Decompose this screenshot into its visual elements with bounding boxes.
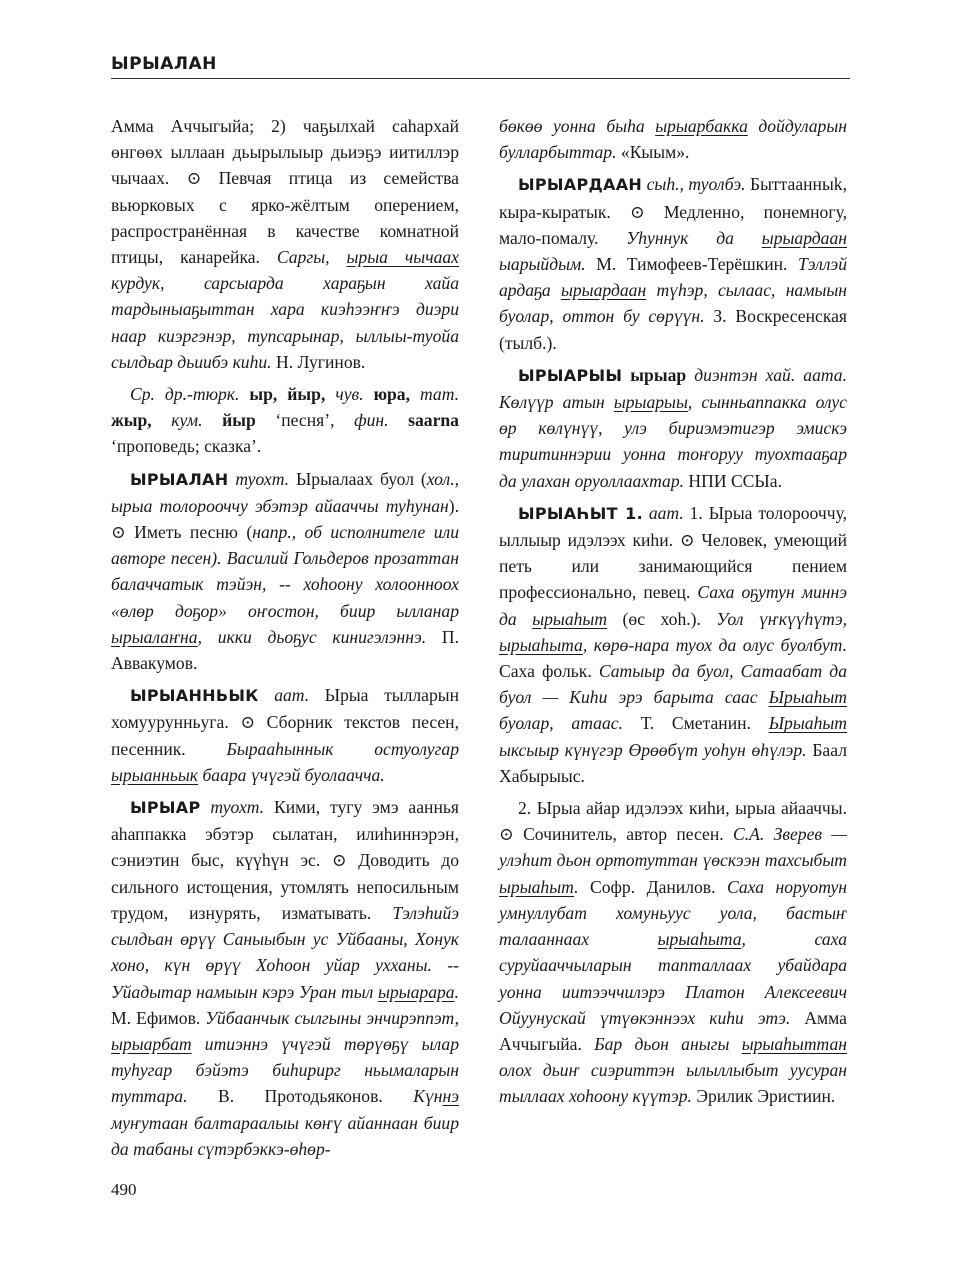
entry-continuation: Амма Аччыгыйа; 2) чаҕылхай саһархай өнгөөх ыллаан дьырылыыр дьиэҕэ иитиллэр чычаах. ⊙ Певчая птица из семейства вьюрковых с ярко-жёлтым оперением, распространённая в качестве комнатной птицы, канарейка. Саргы, ырыа чычаах курдук, сарсыарда хараҕын хайа тардыныаҕыттан хара киэһээҥҥэ диэри наар киэргэнэр, тупсарынар, ыллыы-туойа сылдьар дьиибэ киһи. Н. Лугинов. — [111, 116, 459, 372]
entry-sense: 2. Ырыа айар идэлээх киһи, ырыа айааччы. ⊙ Сочинитель, автор песен. С.А. Зверев — улэһит дьон ортотуттан үөскээн тахсыбыт ырыаһыт. Софр. Данилов. Саха норуотун умнуллубат хомуньуус уола, бастыҥ талааннаах ырыаһыта, саха суруйааччыларын тапталлаах убайдара уонна иитээччилэрэ Платон Алексеевич Ойуунускай үтүөкэннээх киһи этэ. Амма Аччыгыйа. Бар дьон аныгы ырыаһыттан олох дьиҥ сиэриттэн ылыллыбыт уусуран тыллаах хоһоону күүтэр. Эрилик Эристиин. — [499, 798, 847, 1107]
example-word: ырыаһыта — [657, 929, 742, 950]
example-word: ырыардаан — [560, 280, 647, 301]
example-word: ырыалаҥна — [111, 626, 198, 647]
example-word: ырыаһыт — [532, 608, 608, 629]
right-column — [499, 113, 847, 1116]
example-word: ырыа чычаах — [346, 247, 459, 268]
headword: ЫРЫАРЫЫ — [518, 365, 623, 385]
dictionary-entry: ЫРЫАРДААН сыһ., туолбэ. Быттаанныk, кыра-кыратык. ⊙ Медленно, понемногу, мало-помалу. Уһуннук да ырыардаан ыарыйдым. М. Тимофеев-Терёшкин. Тэллэй ардаҕа ырыардаан түһэр, сылаас, намыын буолар, оттон бу сөрүүн. З. Воскресенская (тылб.). — [499, 174, 848, 353]
dictionary-entry: ЫРЫАР туохт. Кими, тугу эмэ ааннья аһаппакка эбэтэр сылатан, илиһиннэрэн, сэниэтин быс, күүһүн эс. ⊙ Доводить до сильного истощения, утомлять непосильным трудом, изнурять, изматывать. Тэлэһийэ сылдьан өрүү Саныыбын ус Уйбааны, Хонук хоно, күн өрүү Хоһоон уйар ухханы. -- Уйадытар намыын кэрэ Уран тыл ырыарара. М. Ефимов. Уйбаанчык сылгыны энчирэппэт, ырыарбат итиэннэ үчүгэй төрүөҕү ылар туһугар бэйэтэ биһирирг ньымаларын туттара. В. Протодьяконов. Күннэ муҥутаан балтараалыы көҥү айаннаан биир да табаны сүтэрбэккэ-өһөр- — [111, 797, 459, 1159]
dictionary-entry: ЫРЫАҺЫТ 1. аат. 1. Ырыа толорооччу, ыллыыр идэлээх киһи. ⊙ Человек, умеющий петь или занимающийся пением профессионально, певец. Саха оҕутун миннэ да ырыаһыт (өс хоһ.). Уол үҥкүүһүтэ, ырыаһыта, көрө-нара туох да олус буолбут. Саха фольк. Сатыыр да буол, Сатаабат да буол — Киһи эрэ барыта саас Ырыаһыт буолар, атаас. Т. Сметанин. Ырыаһыт ыксыыр күнүгэр Өрөөбүт уоһун өһүлэр. Баал Хабырыыс. — [499, 502, 848, 786]
example-word: ырыардаан — [761, 227, 847, 248]
header-rule — [111, 78, 850, 79]
dictionary-entry: ЫРЫАЛАН туохт. Ырыалаах буол (хол., ырыа толорооччу эбэтэр айааччы туһунан). ⊙ Иметь песню (напр., об исполнителе или авторе песен). Василий Гольдеров прозаттан балаччатык тэйэн, -- хоһоону холоонноох «өлөр доҕор» оҥостон, биир ылланар ырыалаҥна, икки дьоҕус кинигэлэннэ. П. Аввакумов. — [111, 468, 459, 674]
etymology-note: Ср. др.-тюрк. ыр, йыр, чув. юра, тат. жыр, кум. йыр ‘песня’, фин. saarna ‘проповедь; сказка’. — [111, 384, 460, 457]
dictionary-entry: ЫРЫАРЫЫ ырыар диэнтэн хай. аата. Көлүүр атын ырыарыы, сынньаппакка олус өр көлүнүү, улэ бириэмэтигэр эмискэ тиритиннэрии уонна тоҥоруу туохтааҕар да улахан оруоллаахтар. НПИ ССЫа. — [499, 364, 847, 491]
headword: ЫРЫАЛАН — [130, 469, 229, 489]
example-word: ырыарбат — [111, 1033, 192, 1054]
example-word: ырыарара — [377, 981, 455, 1002]
example-word: ырыаһыта — [499, 634, 583, 655]
headword: ЫРЫАННЬЫК — [130, 686, 259, 706]
running-head: ЫРЫАЛАН — [111, 54, 217, 74]
example-word: ырыарбакка — [655, 116, 748, 136]
dictionary-entry: ЫРЫАННЬЫК аат. Ырыа тылларын хомуурунньуга. ⊙ Сборник текстов песен, песенник. Бырааһыннык остуолугар ырыанньык баара үчүгэй буолаачча. — [111, 685, 459, 785]
example-word: Ырыаһыт — [768, 713, 847, 734]
entry-continuation: бөкөө уонна быһа ырыарбакка дойдуларын булларбыттар. «Кыым». — [499, 116, 847, 163]
headword: ЫРЫАР — [130, 798, 201, 818]
example-word: ырыаһыттан — [741, 1033, 847, 1054]
headword: ЫРЫАҺЫТ 1. — [518, 503, 643, 523]
example-word: нэ — [442, 1086, 459, 1107]
example-word: ырыанньык — [111, 764, 199, 785]
left-column — [111, 113, 459, 1168]
example-word: ырыарыы — [613, 392, 688, 413]
headword: ЫРЫАРДААН — [518, 175, 643, 195]
example-word: Ырыаһыт — [768, 687, 847, 708]
page-number: 490 — [111, 1180, 137, 1199]
example-word: ырыаһыт — [499, 876, 575, 897]
